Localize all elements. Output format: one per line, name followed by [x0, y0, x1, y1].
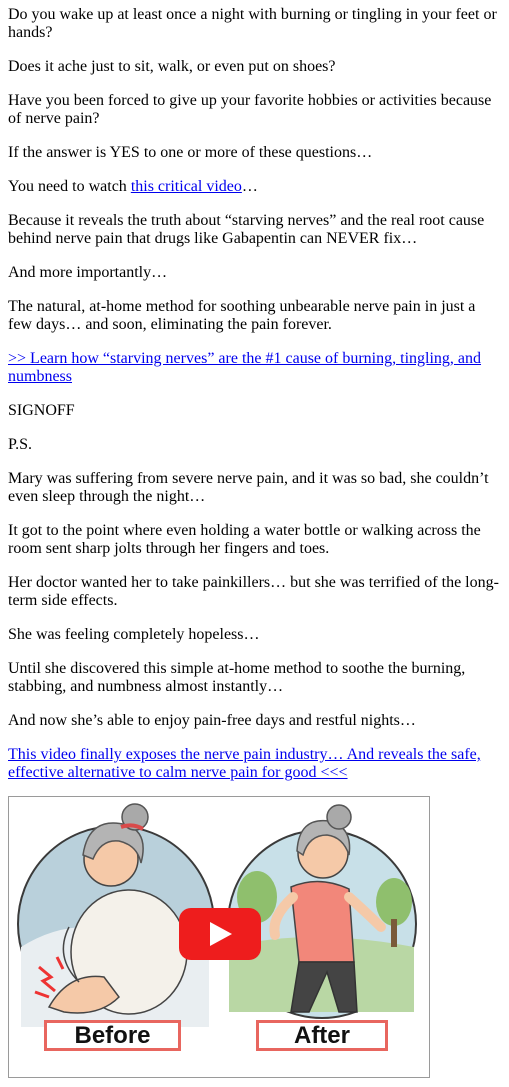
watch-video-text: You need to watch	[8, 178, 131, 195]
play-icon	[210, 922, 232, 946]
discovery-paragraph: Until she discovered this simple at-home method to soothe the burning, stabbing, and numbness almost instantly…	[8, 660, 466, 695]
starving-nerves-paragraph: Because it reveals the truth about “starving nerves” and the real root cause behind nerve pain that drugs like Gabapentin can NEVER fix…	[8, 212, 485, 247]
exposes-industry-paragraph	[8, 746, 501, 782]
after-label: After	[256, 1020, 388, 1051]
water-bottle-paragraph: It got to the point where even holding a water bottle or walking across the room sent sharp jolts through her fingers and toes.	[8, 522, 481, 557]
signoff-text: SIGNOFF	[8, 402, 75, 419]
before-label: Before	[44, 1020, 181, 1051]
doctor-painkillers-paragraph: Her doctor wanted her to take painkillers… but she was terrified of the long-term side effects.	[8, 574, 499, 609]
learn-more-paragraph	[8, 350, 501, 386]
critical-video-link[interactable]: this critical video	[130, 178, 242, 195]
learn-starving-nerves-link[interactable]: >> Learn how “starving nerves” are the #1 cause of burning, tingling, and numbness	[8, 350, 482, 385]
youtube-play-button[interactable]	[179, 908, 261, 960]
exposes-industry-link[interactable]: This video finally exposes the nerve pain industry… And reveals the safe, effective alternative to calm nerve pain for good <<<	[8, 746, 481, 781]
hopeless-text: She was feeling completely hopeless…	[8, 626, 260, 643]
pain-free-text: And now she’s able to enjoy pain-free days and restful nights…	[8, 712, 416, 729]
mary-story-paragraph: Mary was suffering from severe nerve pain, and it was so bad, she couldn’t even sleep through the night…	[8, 470, 489, 505]
natural-method-paragraph: The natural, at-home method for soothing unbearable nerve pain in just a few days… and soon, eliminating the pain forever.	[8, 298, 476, 333]
watch-video-ellipsis: …	[241, 178, 258, 195]
more-importantly-text: And more importantly…	[8, 264, 168, 281]
video-thumbnail[interactable]	[8, 796, 430, 1078]
answer-yes-text: If the answer is YES to one or more of these questions…	[8, 144, 373, 161]
question-hobbies: Have you been forced to give up your favorite hobbies or activities because of nerve pain?	[8, 92, 492, 127]
question-burning-tingling: Do you wake up at least once a night with burning or tingling in your feet or hands?	[8, 6, 497, 41]
watch-video-paragraph	[8, 178, 501, 196]
question-ache: Does it ache just to sit, walk, or even put on shoes?	[8, 58, 336, 75]
ps-label: P.S.	[8, 436, 33, 453]
